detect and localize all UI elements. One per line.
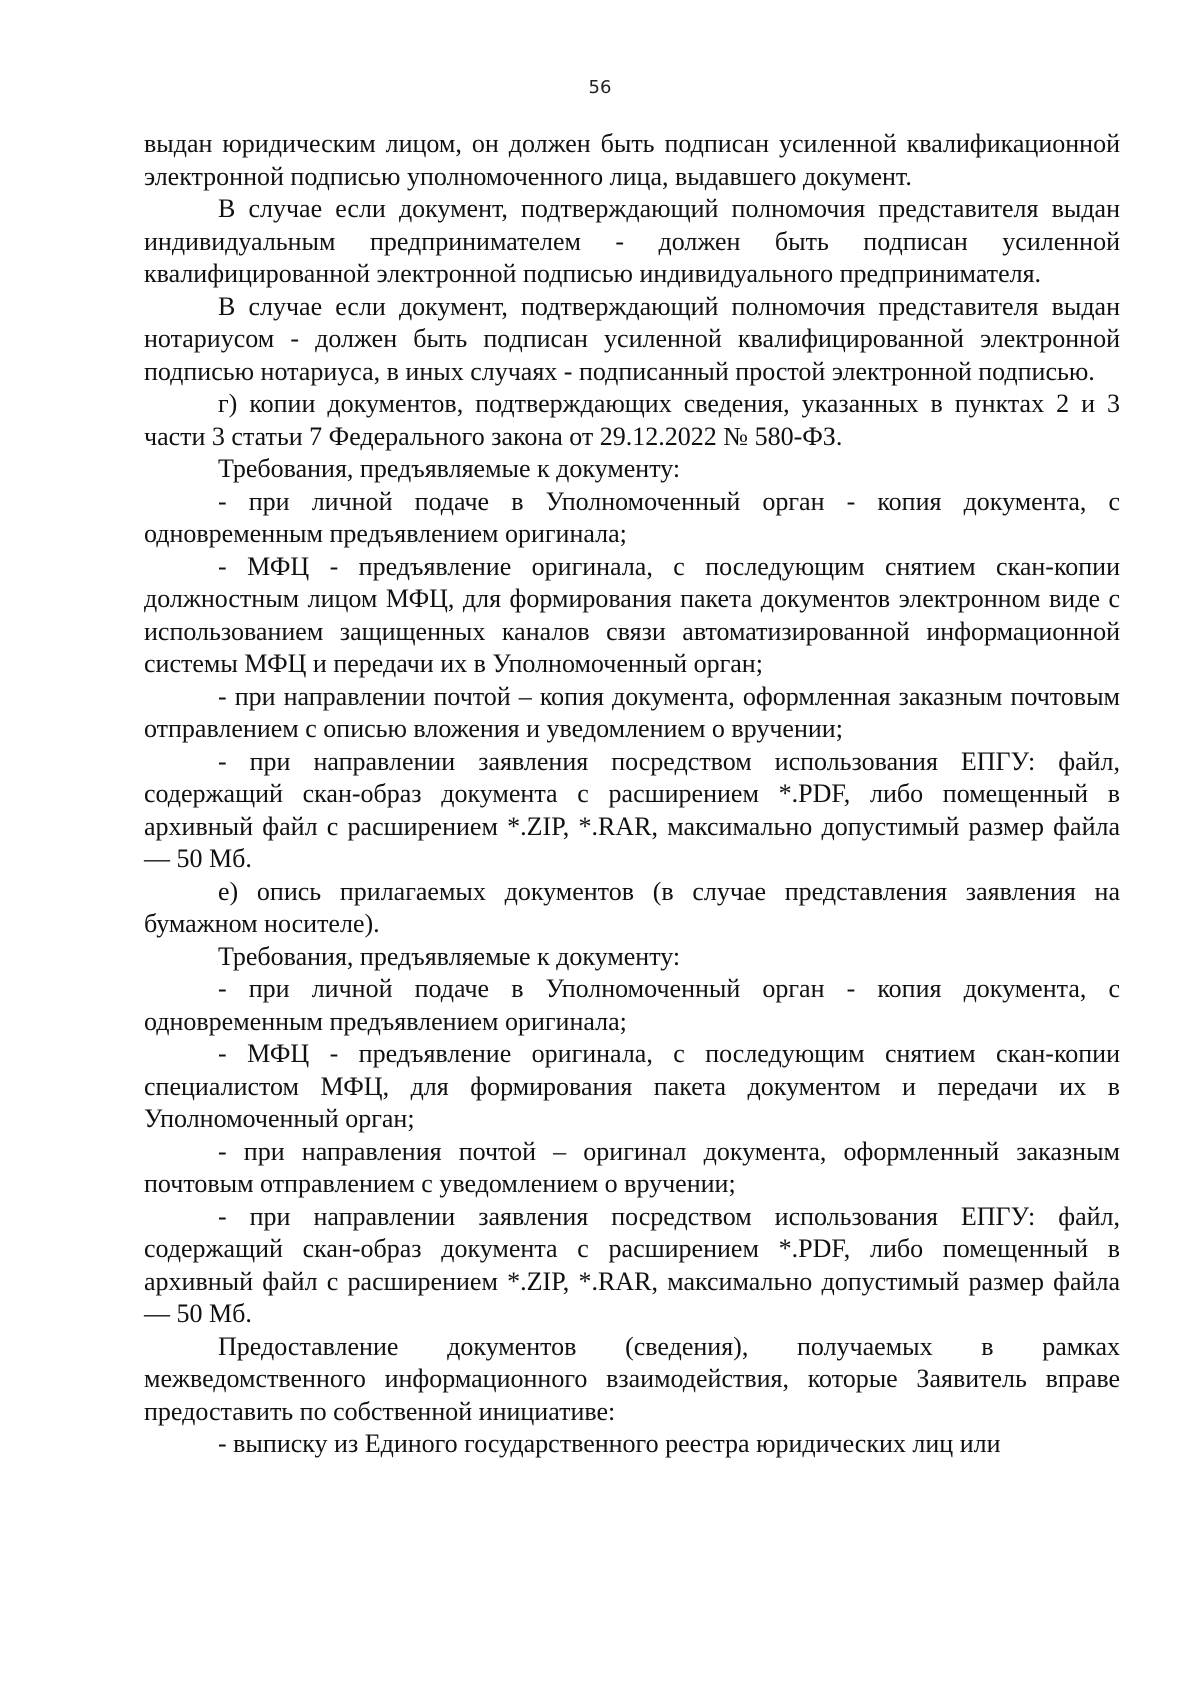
list-item-mfc: - МФЦ - предъявление оригинала, с последующим снятием скан-копии специалистом МФЦ, для формирования пакета документом и передачи их в Уполномоченный орган; (144, 1039, 1120, 1133)
paragraph-continuation: выдан юридическим лицом, он должен быть подписан усиленной квалификационной электронной подписью уполномоченного лица, выдавшего документ. (144, 129, 1120, 191)
list-item-epgu: - при направлении заявления посредством использования ЕПГУ: файл, содержащий скан-образ документа с расширением *.PDF, либо помещенный в архивный файл с расширением *.ZIP, *.RAR, максимально допустимый размер файла — 50 Мб. (144, 746, 1120, 873)
list-item-mfc: - МФЦ - предъявление оригинала, с последующим снятием скан-копии должностным лицом МФЦ, для формирования пакета документов электронном виде с использованием защищенных каналов связи автоматизированной информационной системы МФЦ и передачи их в Уполномоченный орган; (144, 551, 1120, 678)
list-item-mail: - при направлении почтой – копия документа, оформленная заказным почтовым отправлением с описью вложения и уведомлением о вручении; (144, 681, 1120, 743)
paragraph-interagency-documents: Предоставление документов (сведения), получаемых в рамках межведомственного информационного взаимодействия, которые Заявитель вправе предоставить по собственной инициативе: (144, 1331, 1120, 1426)
paragraph-item-e: е) опись прилагаемых документов (в случае представления заявления на бумажном носителе). (144, 876, 1120, 938)
paragraph-notary-signature: В случае если документ, подтверждающий полномочия представителя выдан нотариусом - должен быть подписан усиленной квалифицированной электронной подписью нотариуса, в иных случаях - подписанный простой электронной подписью. (144, 291, 1120, 386)
document-body (144, 128, 1120, 1461)
list-item-mail: - при направления почтой – оригинал документа, оформленный заказным почтовым отправлением с уведомлением о вручении; (144, 1136, 1120, 1198)
paragraph-requirements-heading: Требования, предъявляемые к документу: (218, 941, 681, 971)
list-item-personal-submission: - при личной подаче в Уполномоченный орган - копия документа, с одновременным предъявлением оригинала; (144, 974, 1120, 1036)
list-item-personal-submission: - при личной подаче в Уполномоченный орган - копия документа, с одновременным предъявлением оригинала; (144, 486, 1120, 548)
list-item-epgu: - при направлении заявления посредством использования ЕПГУ: файл, содержащий скан-образ документа с расширением *.PDF, либо помещенный в архивный файл с расширением *.ZIP, *.RAR, максимально допустимый размер файла — 50 Мб. (144, 1201, 1120, 1328)
paragraph-item-g: г) копии документов, подтверждающих сведения, указанных в пунктах 2 и 3 части 3 статьи 7 Федерального закона от 29.12.2022 № 580-ФЗ. (144, 389, 1120, 451)
paragraph-requirements-heading: Требования, предъявляемые к документу: (218, 454, 681, 483)
list-item-egrul-extract: - выписку из Единого государственного реестра юридических лиц или (218, 1429, 1001, 1458)
page-number: 56 (588, 77, 612, 98)
paragraph-ip-signature: В случае если документ, подтверждающий полномочия представителя выдан индивидуальным предпринимателем - должен быть подписан усиленной квалифицированной электронной подписью индивидуального предпринимателя. (144, 194, 1120, 288)
